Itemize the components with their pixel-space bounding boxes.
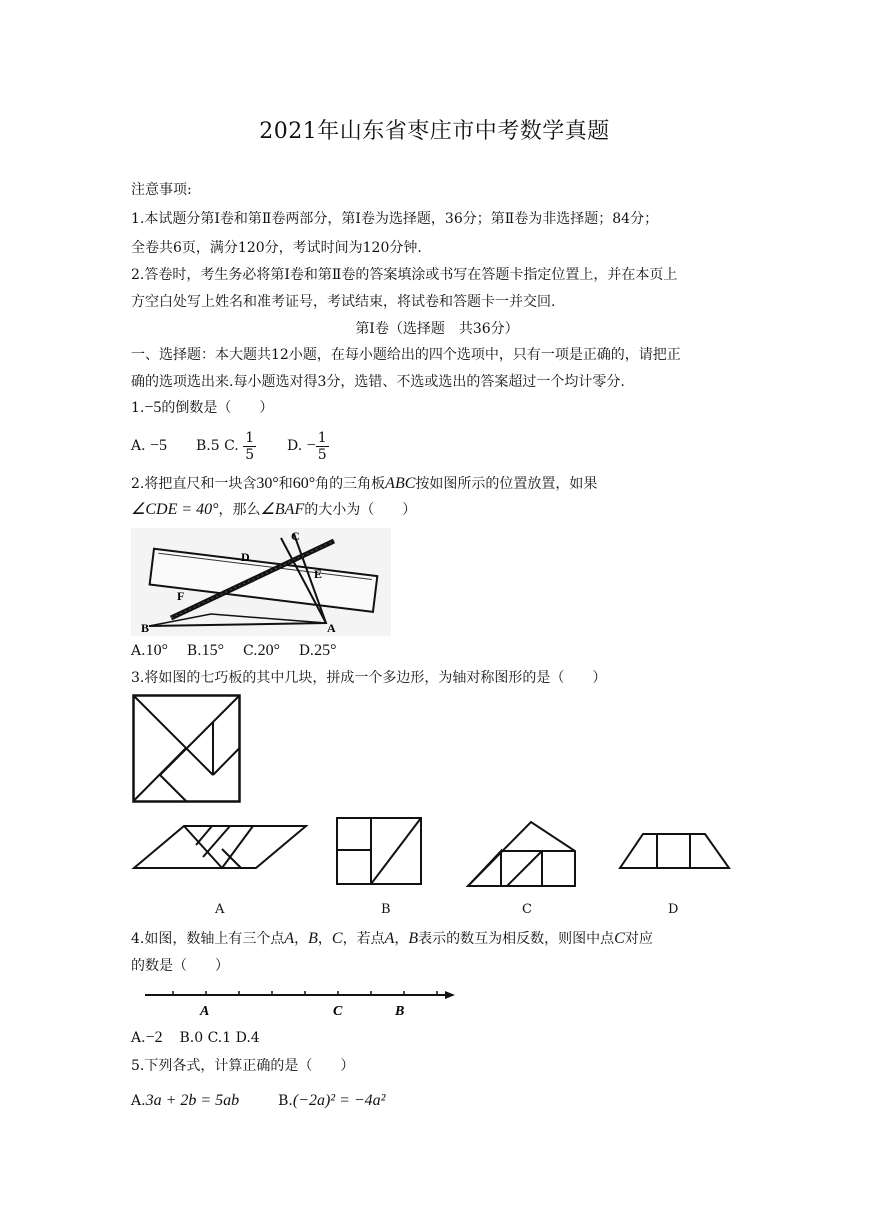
q4-options [131,1028,743,1048]
section-title: 第Ⅰ卷（选择题 共36分） [355,321,519,337]
q5-option-b: (−2a)² = −4a² [292,1092,386,1109]
q3-figure-c [468,822,575,886]
q2-option-d: 25° [314,642,337,659]
q3-figure-d [620,834,729,868]
q1-option-b: B.5 [195,438,220,454]
q5-option-a-label: A. [131,1093,146,1109]
q3-caption-a: A [215,902,225,917]
q1-d-denominator: 5 [317,446,327,463]
axis-label-c: C [333,1004,343,1019]
question-4-line-b: 的数是（ ） [131,958,229,974]
q3-option-figures [131,812,736,890]
q5-option-a: 3a + 2b = 5ab [145,1092,240,1109]
q2-option-a: 10° [145,642,168,659]
q2-text-1: 2.将把直尺和一块含 [131,476,257,492]
q2-triangle-abc: ABC [385,475,416,492]
page-title: 2021年山东省枣庄市中考数学真题 [259,119,610,144]
q2-option-d-label: D. [298,643,315,659]
q2-option-c-label: C. [242,643,258,659]
q4-comma-1: ， [294,931,309,947]
q2-option-b: 15° [201,642,225,659]
q3-caption-b: B [381,902,391,917]
note-1-line-a: 1.本试题分第Ⅰ卷和第Ⅱ卷两部分，第Ⅰ卷为选择题，36分；第Ⅱ卷为非选择题；84分； [131,211,659,227]
figure-label-b: B [141,621,150,635]
q2-ruler-triangle-figure [131,528,391,636]
q4-point-c: C [331,930,343,947]
q1-option-d-fraction [316,430,329,463]
q2-text-3: 按如图所示的位置放置，如果 [415,476,598,492]
question-1 [131,398,743,418]
figure-label-a: A [327,621,336,635]
q3-tangram-square [132,694,242,804]
q2-option-a-label: A. [131,643,146,659]
axis-label-a: A [200,1004,210,1019]
q4-point-a: A [284,930,295,947]
q1-options [131,426,743,466]
q2-text-and: 和 [278,476,293,492]
q2-options [131,641,743,661]
question-5: 5.下列各式，计算正确的是（ ） [131,1058,355,1074]
note-2-line-a: 2.答卷时，考生务必将第Ⅰ卷和第Ⅱ卷的答案填涂或书写在答题卡指定位置上，并在本页上 [131,267,678,283]
q2-option-b-label: B. [186,643,202,659]
q3-caption-d: D [668,902,679,917]
q4-point-b-2: B [408,930,419,947]
q1-option-a-label: A. [131,438,146,454]
q2-text-2: 角的三角板 [315,476,386,492]
q2-text-5: 的大小为（ ） [304,502,417,518]
q4-text-4: 对应 [624,931,653,947]
axis-label-b: B [395,1004,405,1019]
note-2-line-b: 方空白处写上姓名和准考证号，考试结束，将试卷和答题卡一并交回. [131,294,556,310]
q4-comma-2: ， [317,931,332,947]
section-intro-b: 确的选项选出来.每小题选对得3分，选错、不选或选出的答案超过一个均计零分. [131,374,625,390]
q1-c-denominator: 5 [245,446,255,463]
section-intro-a: 一、选择题：本大题共12小题，在每小题给出的四个选项中，只有一项是正确的，请把正 [131,347,681,363]
figure-label-e: E [314,567,323,581]
q4-point-b: B [308,930,318,947]
notes-heading: 注意事项: [131,182,192,198]
q2-condition: ∠CDE = 40° [131,501,219,518]
q3-figure-b [337,818,421,884]
q1-option-d-label: D. [287,438,303,454]
q3-figure-a [134,826,306,868]
q4-option-a: −2 [145,1029,163,1046]
note-1-line-b: 全卷共6页，满分120分，考试时间为120分钟. [131,240,422,256]
q1-c-numerator: 1 [245,429,255,446]
q4-point-c-2: C [614,930,625,947]
q5-options [131,1091,743,1111]
q1-d-numerator: 1 [317,429,327,446]
question-3: 3.将如图的七巧板的其中几块，拼成一个多边形，为轴对称图形的是（ ） [131,670,607,686]
figure-label-d: D [241,550,250,564]
q2-text-4: ，那么 [218,502,261,518]
q4-number-line [143,985,458,1019]
q1-option-d-sign: − [306,437,316,454]
q1-suffix: 的倒数是（ ） [161,400,274,416]
q4-options-bcd: B.0 C.1 D.4 [179,1030,260,1046]
q1-option-a: −5 [150,437,168,454]
figure-label-c: C [291,529,300,543]
q4-text-2: ，若点 [342,931,385,947]
q1-option-c-fraction [243,430,256,463]
q3-caption-c: C [522,902,532,917]
q2-option-c: 20° [257,642,281,659]
q1-option-c-label: C. [224,438,239,454]
figure-label-f: F [177,589,185,603]
q4-comma-3: ， [394,931,409,947]
q4-option-a-label: A. [131,1030,146,1046]
question-4-line-a [131,929,743,949]
q1-prefix: 1. [131,400,145,416]
q2-angle-30: 30° [256,475,279,492]
q2-angle-baf: ∠BAF [260,501,305,518]
q4-text-1: 4.如图，数轴上有三个点 [131,931,285,947]
question-2-line-b [131,500,743,520]
q5-option-b-label: B. [278,1093,293,1109]
q4-point-a-2: A [384,930,395,947]
question-2-line-a [131,474,743,494]
q2-angle-60: 60° [292,475,316,492]
q1-expr: −5 [144,399,162,416]
q4-text-3: 表示的数互为相反数，则图中点 [418,931,615,947]
